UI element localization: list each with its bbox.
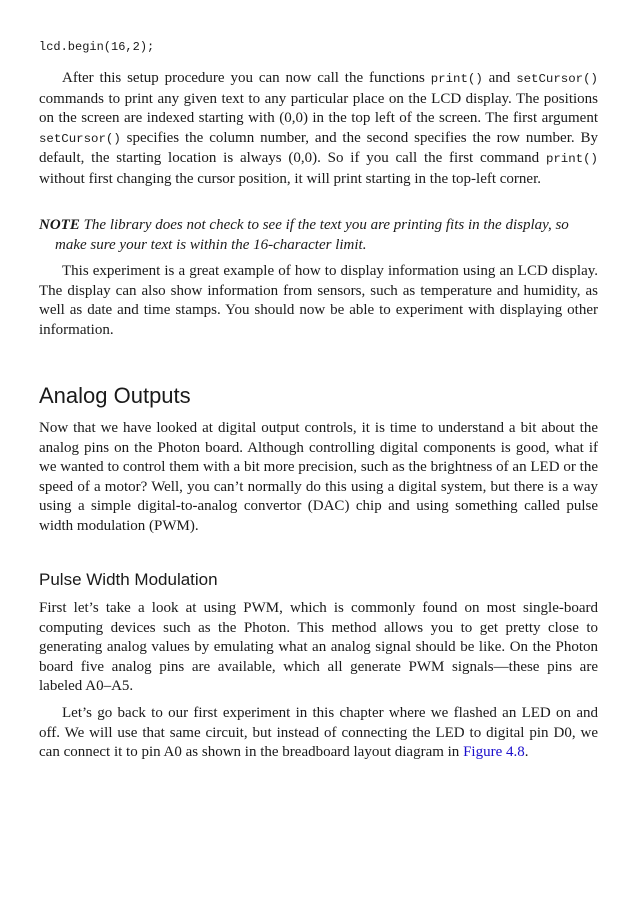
text-run: .: [524, 744, 529, 761]
paragraph-pwm-circuit: [39, 704, 598, 763]
note-text: The library does not check to see if the text you are printing fits in the display, so make sure your text is within the 16-character limit.: [55, 217, 569, 253]
text-run: After this setup procedure you can now call the functions: [62, 70, 431, 86]
text-run: without first changing the cursor position, it will print starting in the top-left corner.: [39, 170, 541, 187]
section-heading-pwm: Pulse Width Modulation: [39, 570, 218, 589]
paragraph-pwm-intro: First let’s take a look at using PWM, which is commonly found on most single-board computing devices such as the Photon. This method allows you to get pretty close to generating analog values by emulating what an analog signal should be like. On the Photon board five analog pins are available, which all generate PWM signals—these pins are labeled A0–A5.: [39, 600, 598, 695]
text-run: and: [482, 70, 517, 86]
code-snippet: lcd.begin(16,2);: [39, 40, 155, 54]
inline-code-print: print(): [430, 72, 483, 86]
inline-code-setcursor: setCursor(): [39, 131, 121, 146]
paragraph-analog-outputs: Now that we have looked at digital output controls, it is time to understand a bit about the analog pins on the Photon board. Although controlling digital components is good, what if we wanted to control them with a bit more precision, such as the brightness of an LED or the speed of a motor? Well, you can’t normally do this using a digital system, but there is a way using a simple digital-to-analog convertor (DAC) chip and using something called pulse width modulation (PWM).: [39, 420, 598, 534]
note-callout: [39, 216, 598, 255]
text-run: commands to print any given text to any particular place on the LCD display. The positions on the screen are indexed starting with (0,0) in the top left of the screen. The first argument: [39, 90, 598, 127]
paragraph-experiment: This experiment is a great example of how to display information using an LCD display. The display can also show information from sensors, such as temperature and humidity, as well as date and time stamps. You should now be able to experiment with displaying other information.: [39, 263, 598, 338]
figure-4-8-link[interactable]: Figure 4.8: [463, 744, 525, 761]
inline-code-setcursor: setCursor(): [516, 72, 598, 86]
text-run: Let’s go back to our first experiment in this chapter where we flashed an LED on and off. We will use that same circuit, but instead of connecting the LED to digital pin D0, we can connect it to pin A0 as shown in the breadboard layout diagram in: [39, 705, 598, 761]
note-label: NOTE: [39, 217, 80, 233]
section-heading-analog-outputs: Analog Outputs: [39, 383, 191, 408]
paragraph-setup: [39, 69, 598, 190]
inline-code-print: print(): [545, 152, 598, 167]
text-run: specifies the column number, and the second specifies the row number. By default, the starting location is always (0,0). So if you call the first command: [39, 129, 598, 167]
